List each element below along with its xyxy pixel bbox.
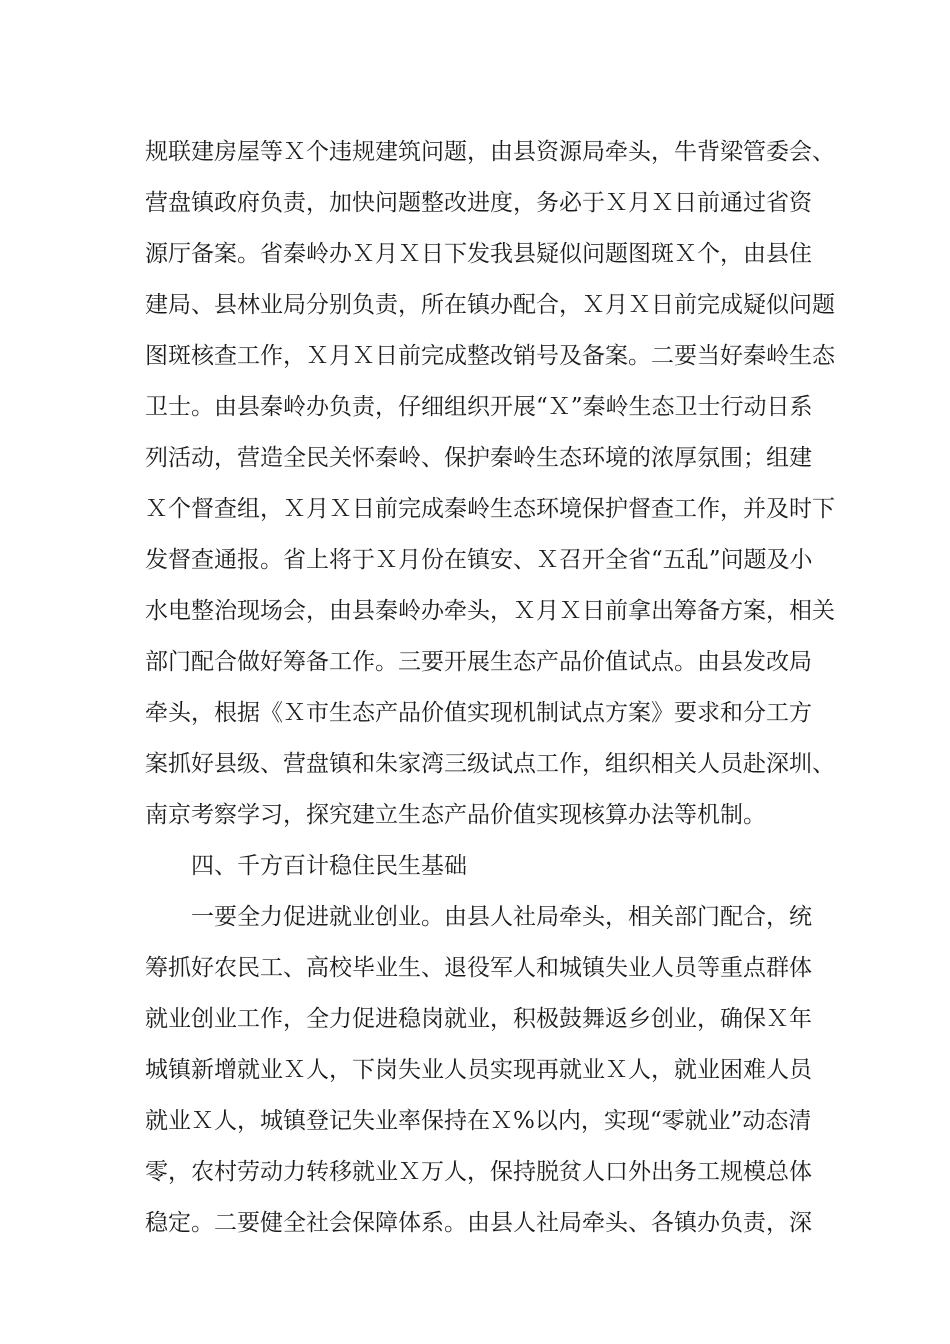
section-heading: 四、千方百计稳住民生基础 [191,853,467,879]
body-line: 发督查通报。省上将于Ｘ月份在镇安、Ｘ召开全省“五乱”问题及小 [145,547,813,573]
body-line: 建局、县林业局分别负责，所在镇办配合，Ｘ月Ｘ日前完成疑似问题 [145,292,835,318]
body-line: 规联建房屋等Ｘ个违规建筑问题，由县资源局牵头，牛背梁管委会、 [145,139,835,165]
body-line: 南京考察学习，探究建立生态产品价值实现核算办法等机制。 [145,802,766,828]
body-line: 源厅备案。省秦岭办Ｘ月Ｘ日下发我县疑似问题图斑Ｘ个，由县住 [145,241,812,267]
body-line: 图斑核查工作，Ｘ月Ｘ日前完成整改销号及备案。二要当好秦岭生态 [145,343,835,369]
body-line: 一要全力促进就业创业。由县人社局牵头，相关部门配合，统 [191,904,812,930]
body-line: 部门配合做好筹备工作。三要开展生态产品价值试点。由县发改局 [145,649,812,675]
body-line: 就业Ｘ人，城镇登记失业率保持在Ｘ%以内，实现“零就业”动态清 [145,1108,812,1134]
body-line: 牵头，根据《Ｘ市生态产品价值实现机制试点方案》要求和分工方 [145,700,812,726]
body-line: 就业创业工作，全力促进稳岗就业，积极鼓舞返乡创业，确保Ｘ年 [145,1006,812,1032]
document-body [145,127,835,1249]
body-line: 筹抓好农民工、高校毕业生、退役军人和城镇失业人员等重点群体 [145,955,812,981]
body-line: Ｘ个督查组，Ｘ月Ｘ日前完成秦岭生态环境保护督查工作，并及时下 [145,496,835,522]
body-line: 水电整治现场会，由县秦岭办牵头，Ｘ月Ｘ日前拿出筹备方案，相关 [145,598,835,624]
body-line: 卫士。由县秦岭办负责，仔细组织开展“Ｘ”秦岭生态卫士行动日系 [145,394,813,420]
body-line: 稳定。二要健全社会保障体系。由县人社局牵头、各镇办负责，深 [145,1210,812,1236]
body-line: 案抓好县级、营盘镇和朱家湾三级试点工作，组织相关人员赴深圳、 [145,751,835,777]
body-line: 列活动，营造全民关怀秦岭、保护秦岭生态环境的浓厚氛围；组建 [145,445,812,471]
body-line: 城镇新增就业Ｘ人，下岗失业人员实现再就业Ｘ人，就业困难人员 [145,1057,812,1083]
body-line: 营盘镇政府负责，加快问题整改进度，务必于Ｘ月Ｘ日前通过省资 [145,190,812,216]
body-line: 零，农村劳动力转移就业Ｘ万人，保持脱贫人口外出务工规模总体 [145,1159,812,1185]
